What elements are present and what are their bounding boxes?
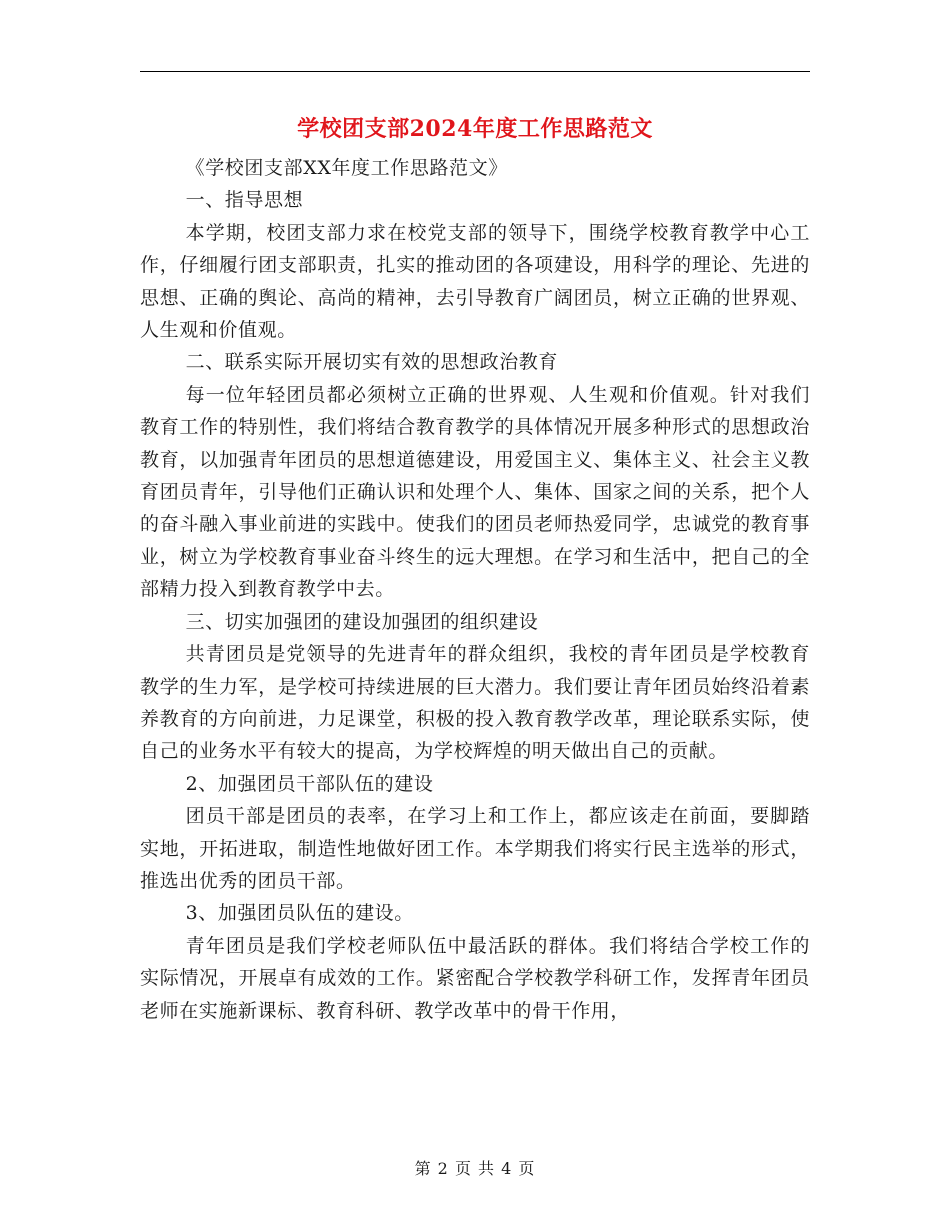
paragraph: 团员干部是团员的表率，在学习上和工作上，都应该走在前面，要脚踏实地，开拓进取，制造性地做好团工作。本学期我们将实行民主选举的形式，推选出优秀的团员干部。 xyxy=(140,805,810,892)
document-title: 学校团支部2024年度工作思路范文 xyxy=(297,116,653,142)
section-heading: 一、指导思想 xyxy=(185,189,304,212)
header-rule xyxy=(140,71,810,72)
paragraph: 共青团员是党领导的先进青年的群众组织，我校的青年团员是学校教育教学的生力军，是学校可持续进展的巨大潜力。我们要让青年团员始终沿着素养教育的方向前进，力足课堂，积极的投入教育教学改革，理论联系实际，使自己的业务水平有较大的提高，为学校辉煌的明天做出自己的贡献。 xyxy=(140,643,810,763)
paragraph: 本学期，校团支部力求在校党支部的领导下，围绕学校教育教学中心工作，仔细履行团支部职责，扎实的推动团的各项建设，用科学的理论、先进的思想、正确的舆论、高尚的精神，去引导教育广阔团员，树立正确的世界观、人生观和价值观。 xyxy=(140,221,810,342)
section-heading: 二、联系实际开展切实有效的思想政治教育 xyxy=(185,351,558,374)
paragraph: 青年团员是我们学校老师队伍中最活跃的群体。我们将结合学校工作的实际情况，开展卓有成效的工作。紧密配合学校教学科研工作，发挥青年团员老师在实施新课标、教育科研、教学改革中的骨干作用， xyxy=(140,934,810,1022)
page-number: 第 2 页 共 4 页 xyxy=(414,1159,536,1178)
section-heading: 3、加强团员队伍的建设。 xyxy=(185,902,414,925)
paragraph: 《学校团支部XX年度工作思路范文》 xyxy=(185,157,508,179)
paragraph: 每一位年轻团员都必须树立正确的世界观、人生观和价值观。针对我们教育工作的特别性，我们将结合教育教学的具体情况开展多种形式的思想政治教育，以加强青年团员的思想道德建设，用爱国主义、集体主义、社会主义教育团员青年，引导他们正确认识和处理个人、集体、国家之间的关系，把个人的奋斗融入事业前进的实践中。使我们的团员老师热爱同学，忠诚党的教育事业，树立为学校教育事业奋斗终生的远大理想。在学习和生活中，把自己的全部精力投入到教育教学中去。 xyxy=(140,383,810,601)
section-heading: 2、加强团员干部队伍的建设 xyxy=(185,772,434,795)
section-heading: 三、切实加强团的建设加强团的组织建设 xyxy=(185,610,539,633)
document-body xyxy=(140,152,810,1027)
